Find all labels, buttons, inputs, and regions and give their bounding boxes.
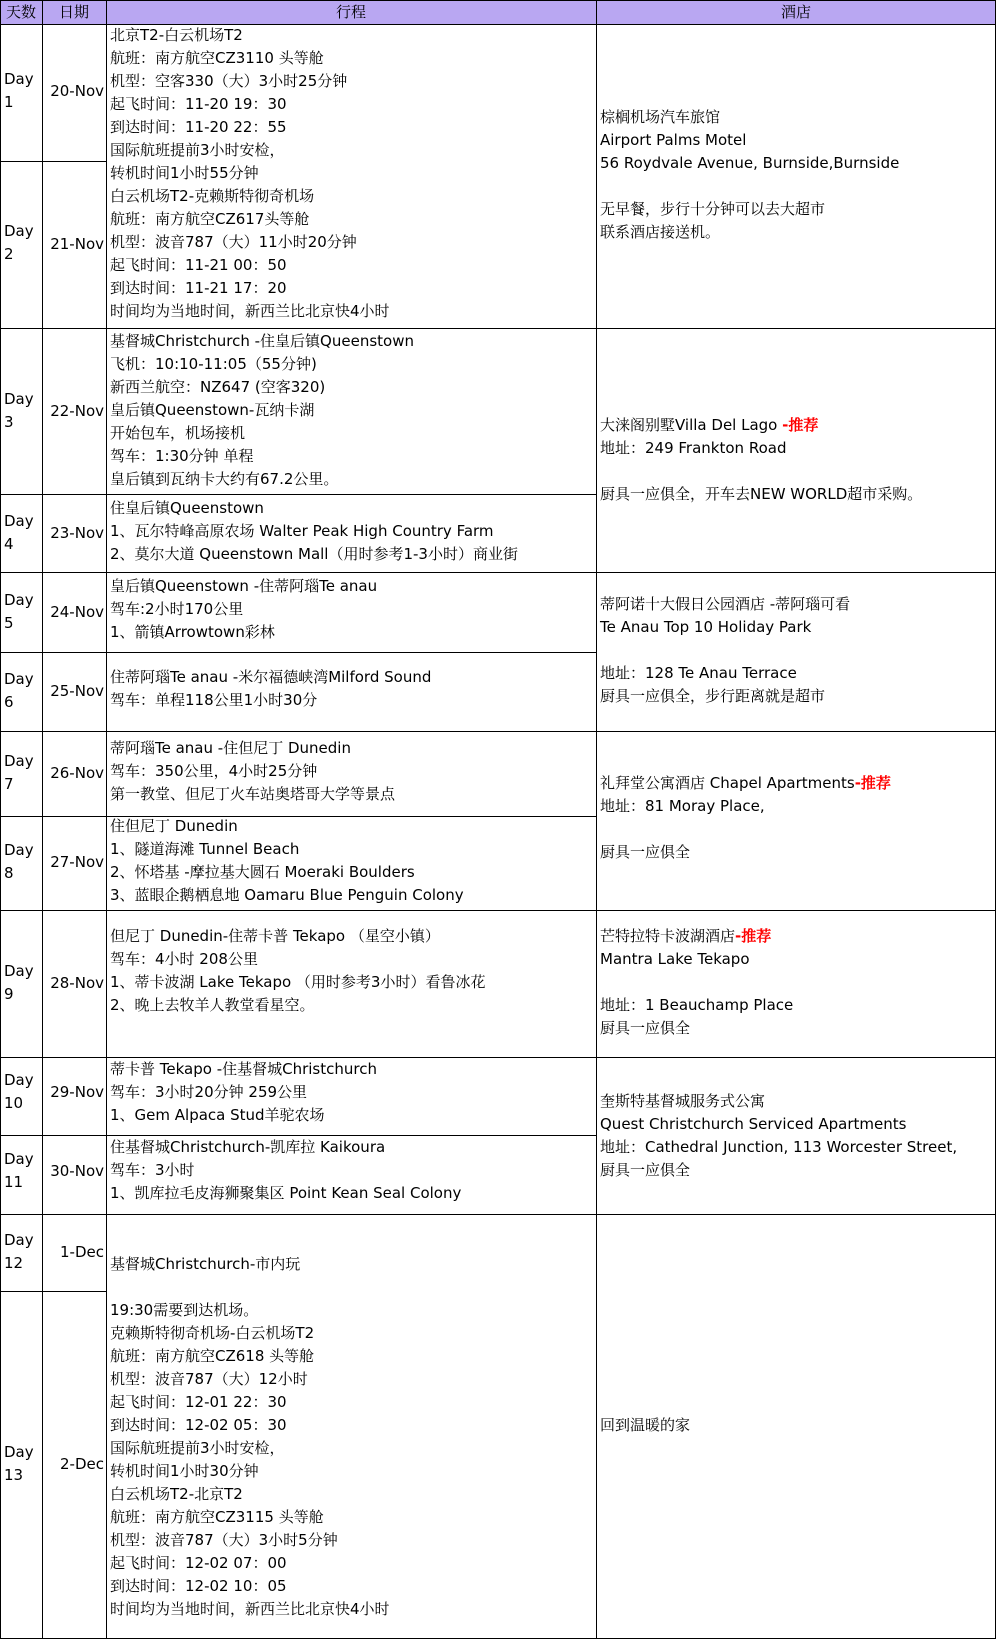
itinerary-cell: 基督城Christchurch -住皇后镇Queenstown 飞机：10:10-11:05（55分钟) 新西兰航空：NZ647 (空客320) 皇后镇Queenstown-瓦纳卡湖 开始包车，机场接机 驾车：1:30分钟 单程 皇后镇到瓦纳卡大约有67.2公里。 (110, 332, 414, 488)
itinerary-cell: 蒂卡普 Tekapo -住基督城Christchurch 驾车：3小时20分钟 259公里 1、Gem Alpaca Stud羊驼农场 (110, 1060, 377, 1124)
hotel-cell: 奎斯特基督城服务式公寓 Quest Christchurch Serviced Apartments 地址：Cathedral Junction, 113 Worcester Street, 厨具一应俱全 (600, 1092, 958, 1179)
recommend-tag: -推荐 (735, 927, 772, 945)
day-cell: Day 2 (4, 222, 34, 263)
itinerary-cell: 住皇后镇Queenstown 1、瓦尔特峰高原农场 Walter Peak High Country Farm 2、莫尔大道 Queenstown Mall（用时参考1-3小时）商业街 (110, 499, 518, 563)
grid-line (0, 572, 996, 573)
date-cell: 27-Nov (50, 853, 104, 871)
itinerary-cell: 北京T2-白云机场T2 航班：南方航空CZ3110 头等舱 机型：空客330（大）3小时25分钟 起飞时间：11-20 19：30 到达时间：11-20 22：55 国际航班提前3小时安检， 转机时间1小时55分钟 白云机场T2-克赖斯特彻奇机场 航班：南方航空CZ617头等舱 机型：波音787（大）11小时20分钟 起飞时间：11-21 00：50 到达时间：11-21 17：20 时间均为当地时间，新西兰比北京快4小时 (110, 26, 390, 320)
grid-line (42, 0, 43, 1639)
itinerary-cell: 住基督城Christchurch-凯库拉 Kaikoura 驾车：3小时 1、凯库拉毛皮海狮聚集区 Point Kean Seal Colony (110, 1138, 462, 1202)
date-cell: 2-Dec (60, 1455, 104, 1473)
hotel-cell: 回到温暖的家 (600, 1416, 691, 1434)
itinerary-cell: 但尼丁 Dunedin-住蒂卡普 Tekapo （星空小镇） 驾车：4小时 208公里 1、蒂卡波湖 Lake Tekapo （用时参考3小时）看鲁冰花 2、晚上去牧羊人教堂看星空。 (110, 927, 486, 1014)
day-cell: Day 6 (4, 670, 34, 711)
itinerary-cell: 住但尼丁 Dunedin 1、隧道海滩 Tunnel Beach 2、怀塔基 -摩拉基大圆石 Moeraki Boulders 3、蓝眼企鹅栖息地 Oamaru Blue Penguin Colony (110, 817, 464, 904)
hotel-cell: 芒特拉特卡波湖酒店-推荐 Mantra Lake Tekapo 地址：1 Beauchamp Place 厨具一应俱全 (600, 927, 794, 1037)
recommend-tag: -推荐 (782, 416, 819, 434)
day-cell: Day 11 (4, 1150, 34, 1191)
itinerary-cell: 基督城Christchurch-市内玩 19:30需要到达机场。 克赖斯特彻奇机场-白云机场T2 航班：南方航空CZ618 头等舱 机型：波音787（大）12小时 起飞时间：12-01 22：30 到达时间：12-02 05：30 国际航班提前3小时安检， 转机时间1小时30分钟 白云机场T2-北京T2 航班：南方航空CZ3115 头等舱 机型：波音787（大）3小时5分钟 起飞时间：12-02 07：00 到达时间：12-02 10：05 时间均为当地时间，新西兰比北京快4小时 (110, 1255, 390, 1618)
hotel-cell: 大涞阁别墅Villa Del Lago -推荐 地址：249 Frankton Road 厨具一应俱全，开车去NEW WORLD超市采购。 (600, 416, 923, 503)
grid-line (0, 161, 106, 162)
day-cell: Day 12 (4, 1231, 34, 1272)
day-cell: Day 10 (4, 1071, 34, 1112)
date-cell: 26-Nov (50, 764, 104, 782)
hotel-cell: 棕榈机场汽车旅馆 Airport Palms Motel 56 Roydvale Avenue, Burnside,Burnside 无早餐，步行十分钟可以去大超市 联系酒店接送机。 (600, 108, 900, 241)
header-hotel: 酒店 (780, 3, 811, 21)
header-day: 天数 (5, 3, 36, 21)
itinerary-cell: 皇后镇Queenstown -住蒂阿瑙Te anau 驾车:2小时170公里 1、箭镇Arrowtown彩林 (110, 577, 378, 641)
grid-line (0, 1214, 996, 1215)
date-cell: 21-Nov (50, 235, 104, 253)
date-cell: 23-Nov (50, 524, 104, 542)
itinerary-cell: 住蒂阿瑙Te anau -米尔福德峡湾Milford Sound 驾车：单程118公里1小时30分 (110, 668, 432, 709)
hotel-cell: 蒂阿诺十大假日公园酒店 -蒂阿瑙可看 Te Anau Top 10 Holiday Park 地址：128 Te Anau Terrace 厨具一应俱全，步行距离就是超市 (600, 595, 851, 705)
grid-line (0, 1291, 106, 1292)
hotel-cell: 礼拜堂公寓酒店 Chapel Apartments-推荐 地址：81 Moray Place, 厨具一应俱全 (600, 774, 891, 861)
date-cell: 29-Nov (50, 1083, 104, 1101)
day-cell: Day 3 (4, 390, 34, 431)
day-cell: Day 8 (4, 841, 34, 882)
date-cell: 20-Nov (50, 82, 104, 100)
grid-line (0, 0, 1, 1639)
grid-line (0, 494, 596, 495)
day-cell: Day 5 (4, 591, 34, 632)
day-cell: Day 9 (4, 962, 34, 1003)
grid-line (106, 0, 107, 1639)
header-date: 日期 (58, 3, 89, 21)
date-cell: 1-Dec (60, 1243, 104, 1261)
day-cell: Day 4 (4, 512, 34, 553)
grid-line (0, 910, 996, 911)
itinerary-cell: 蒂阿瑙Te anau -住但尼丁 Dunedin 驾车：350公里，4小时25分钟 第一教堂、但尼丁火车站奥塔哥大学等景点 (110, 739, 396, 803)
grid-line (596, 0, 597, 1639)
date-cell: 28-Nov (50, 974, 104, 992)
header-itinerary: 行程 (335, 3, 366, 21)
date-cell: 25-Nov (50, 682, 104, 700)
grid-line (0, 328, 996, 329)
recommend-tag: -推荐 (854, 774, 891, 792)
grid-line (0, 0, 996, 1)
date-cell: 22-Nov (50, 402, 104, 420)
day-cell: Day 7 (4, 752, 34, 793)
grid-line (0, 652, 596, 653)
date-cell: 24-Nov (50, 603, 104, 621)
day-cell: Day 13 (4, 1443, 34, 1484)
day-cell: Day 1 (4, 70, 34, 111)
date-cell: 30-Nov (50, 1162, 104, 1180)
grid-line (0, 731, 996, 732)
